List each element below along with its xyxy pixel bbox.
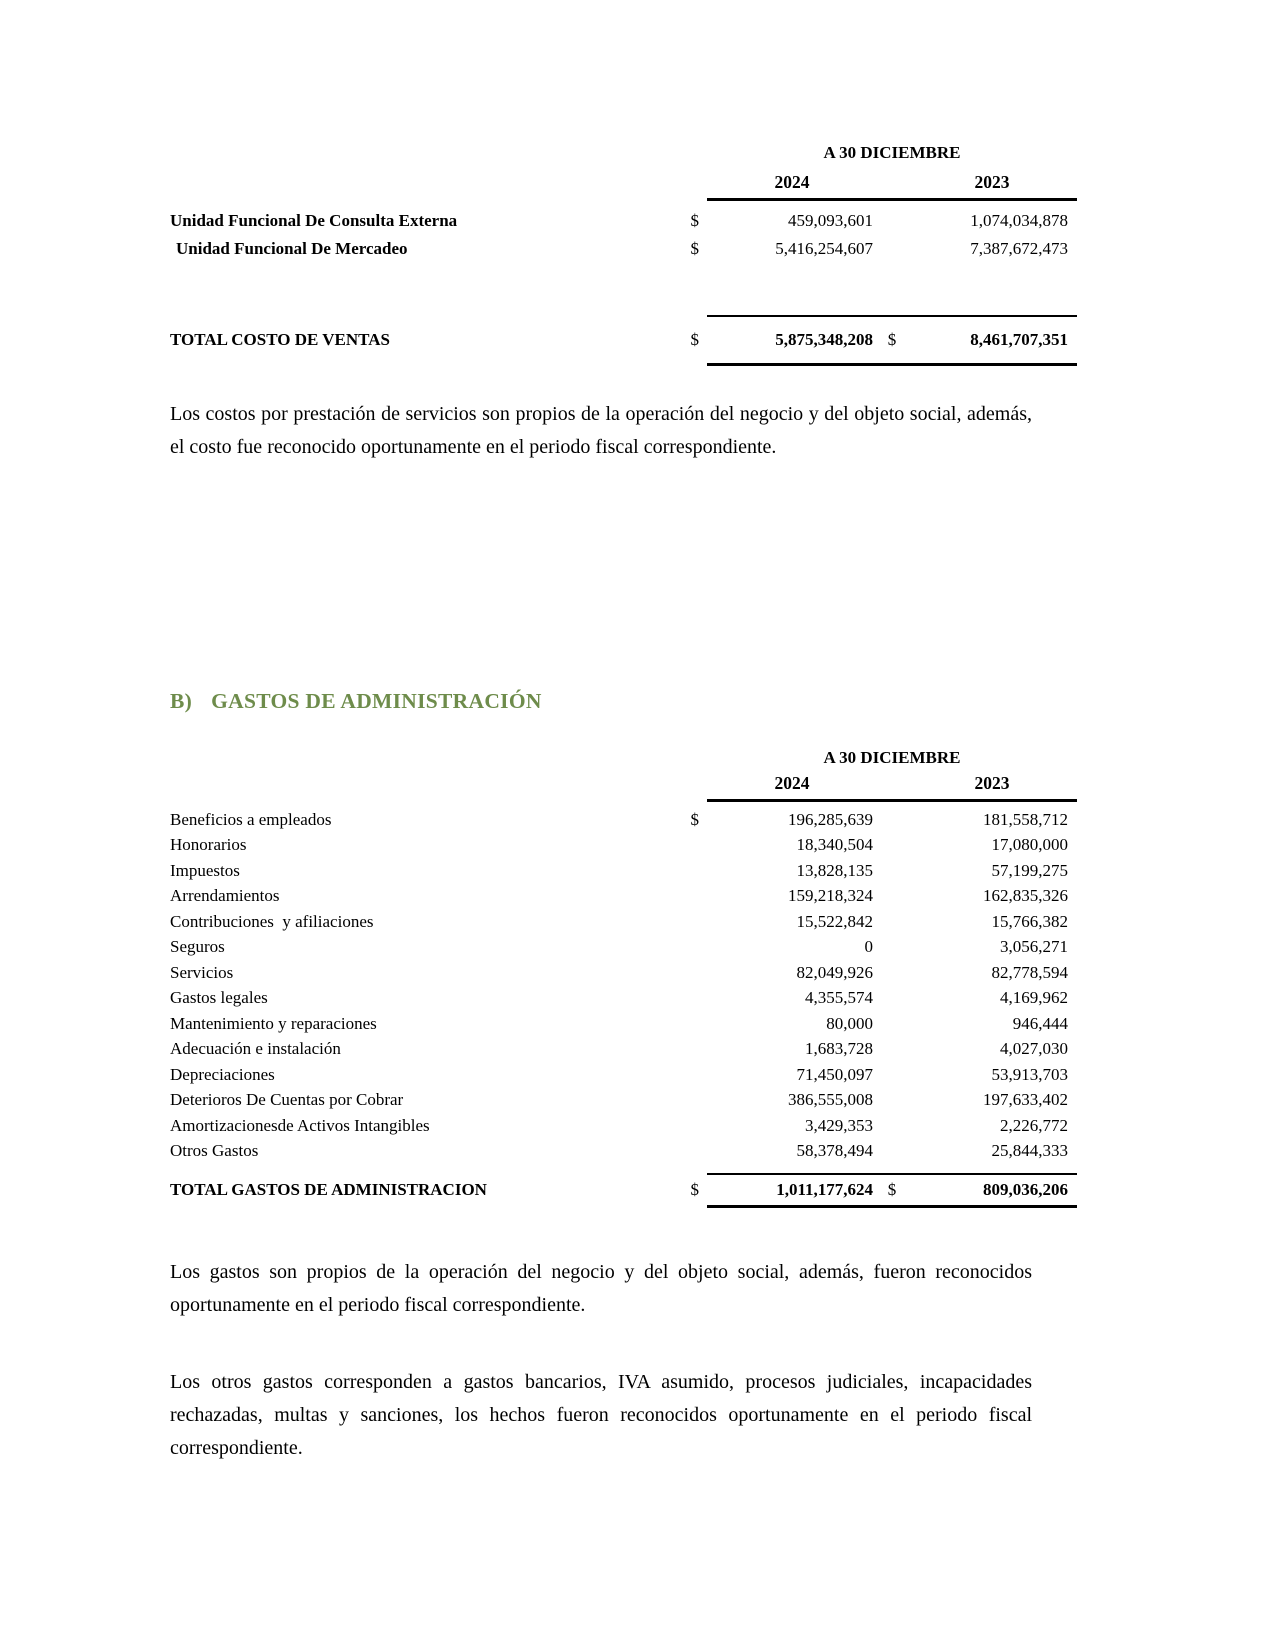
table-body [170, 201, 1077, 263]
row-value-2023: 25,844,333 [991, 1141, 1068, 1161]
row-label: Contribuciones y afiliaciones [170, 911, 374, 931]
row-value-2023: 2,226,772 [1000, 1115, 1068, 1135]
total-bottom-rule [170, 1205, 1077, 1208]
row-value-2024: 71,450,097 [796, 1064, 873, 1084]
costs-note-paragraph: Los costos por prestación de servicios son propios de la operación del negocio y del objeto social, además, el costo fue reconocido oportunamente en el periodo fiscal correspondiente. [170, 403, 1032, 458]
horizontal-rule [707, 198, 1077, 201]
row-value-2023: 57,199,275 [991, 860, 1068, 880]
row-value-2024: 459,093,601 [788, 210, 873, 230]
total-value-2024: 5,875,348,208 [775, 329, 873, 349]
table-row [170, 935, 1077, 961]
period-header-row [170, 143, 1077, 167]
table-row [170, 884, 1077, 910]
row-label: Honorarios [170, 835, 247, 855]
table-row [170, 833, 1077, 859]
row-value-2023: 1,074,034,878 [970, 210, 1068, 230]
row-value-2023: 197,633,402 [983, 1090, 1068, 1110]
row-label: Mantenimiento y reparaciones [170, 1013, 377, 1033]
table-row [170, 1011, 1077, 1037]
row-value-2023: 82,778,594 [991, 962, 1068, 982]
table-body [170, 802, 1077, 1164]
row-value-2023: 3,056,271 [1000, 937, 1068, 957]
total-bottom-rule [170, 363, 1077, 366]
admin-expenses-table [170, 748, 1077, 1208]
spacer [170, 263, 1077, 315]
row-value-2024: 5,416,254,607 [775, 238, 873, 258]
year-2024-header: 2024 [774, 773, 810, 793]
row-value-2023: 946,444 [1012, 1013, 1068, 1033]
year-columns-row [170, 772, 1077, 799]
row-value-2023: 7,387,672,473 [970, 238, 1068, 258]
row-value-2023: 162,835,326 [983, 886, 1068, 906]
row-label: Servicios [170, 962, 234, 982]
row-label: Otros Gastos [170, 1141, 259, 1161]
total-label: TOTAL COSTO DE VENTAS [170, 329, 390, 349]
total-row [170, 1175, 1077, 1205]
table-row [170, 235, 1077, 263]
horizontal-rule [707, 363, 1077, 366]
row-value-2024: 13,828,135 [796, 860, 873, 880]
table-row [170, 807, 1077, 833]
horizontal-rule [707, 1173, 1077, 1175]
table-row [170, 1088, 1077, 1114]
year-columns-row [170, 167, 1077, 198]
row-value-2024: 15,522,842 [796, 911, 873, 931]
section-b-heading [170, 689, 542, 714]
currency-symbol: $ [690, 329, 699, 349]
year-2024-header: 2024 [774, 172, 810, 192]
row-value-2024: 58,378,494 [796, 1141, 873, 1161]
row-label: Gastos legales [170, 988, 268, 1008]
row-value-2023: 15,766,382 [991, 911, 1068, 931]
row-label: Beneficios a empleados [170, 809, 332, 829]
period-header: A 30 DICIEMBRE [823, 748, 961, 767]
spacer [170, 1164, 1077, 1173]
section-letter: B) [170, 689, 193, 713]
row-value-2024: 196,285,639 [788, 809, 873, 829]
total-value-2024: 1,011,177,624 [776, 1179, 873, 1199]
row-label: Depreciaciones [170, 1064, 275, 1084]
table-row [170, 1113, 1077, 1139]
row-value-2024: 18,340,504 [796, 835, 873, 855]
row-label: Amortizacionesde Activos Intangibles [170, 1115, 430, 1135]
table-row [170, 207, 1077, 235]
row-value-2024: 82,049,926 [796, 962, 873, 982]
row-label: Unidad Funcional De Mercadeo [176, 238, 408, 258]
section-title: GASTOS DE ADMINISTRACIÓN [211, 689, 542, 713]
currency-symbol: $ [887, 1179, 897, 1199]
total-label: TOTAL GASTOS DE ADMINISTRACION [170, 1179, 487, 1199]
currency-symbol: $ [887, 329, 897, 349]
table-row [170, 1062, 1077, 1088]
total-value-2023: 809,036,206 [983, 1179, 1068, 1199]
row-value-2024: 1,683,728 [805, 1039, 873, 1059]
period-header-row [170, 748, 1077, 772]
row-value-2024: 80,000 [826, 1013, 873, 1033]
row-label: Adecuación e instalación [170, 1039, 341, 1059]
row-label: Impuestos [170, 860, 240, 880]
currency-symbol: $ [690, 809, 699, 829]
currency-symbol: $ [690, 210, 699, 230]
period-header: A 30 DICIEMBRE [823, 143, 961, 162]
table-row [170, 1037, 1077, 1063]
table-row [170, 960, 1077, 986]
row-value-2023: 181,558,712 [983, 809, 1068, 829]
row-label: Deterioros De Cuentas por Cobrar [170, 1090, 404, 1110]
horizontal-rule [707, 1205, 1077, 1208]
row-label: Arrendamientos [170, 886, 280, 906]
horizontal-rule [707, 799, 1077, 802]
cost-of-sales-table [170, 143, 1077, 366]
expenses-note-paragraph: Los gastos son propios de la operación del negocio y del objeto social, además, fueron reconocidos oportunamente en el periodo fiscal correspondiente. [170, 1261, 1032, 1316]
row-value-2024: 4,355,574 [805, 988, 873, 1008]
row-value-2023: 17,080,000 [991, 835, 1068, 855]
row-value-2023: 53,913,703 [991, 1064, 1068, 1084]
row-value-2024: 386,555,008 [788, 1090, 873, 1110]
currency-symbol: $ [690, 1179, 699, 1199]
table-row [170, 909, 1077, 935]
row-label: Seguros [170, 937, 225, 957]
row-value-2024: 3,429,353 [805, 1115, 873, 1135]
row-value-2024: 0 [864, 937, 873, 957]
total-row [170, 317, 1077, 363]
total-value-2023: 8,461,707,351 [970, 329, 1068, 349]
year-2023-header: 2023 [974, 773, 1010, 793]
row-value-2023: 4,169,962 [1000, 988, 1068, 1008]
year-2023-header: 2023 [974, 172, 1010, 192]
table-row [170, 986, 1077, 1012]
other-expenses-note-paragraph: Los otros gastos corresponden a gastos bancarios, IVA asumido, procesos judiciales, incapacidades rechazadas, multas y sanciones, los hechos fueron reconocidos oportunamente en el periodo fiscal correspondiente. [170, 1371, 1032, 1459]
row-label: Unidad Funcional De Consulta Externa [170, 210, 458, 230]
table-row [170, 1139, 1077, 1165]
currency-symbol: $ [690, 238, 699, 258]
row-value-2023: 4,027,030 [1000, 1039, 1068, 1059]
horizontal-rule [707, 315, 1077, 317]
table-row [170, 858, 1077, 884]
row-value-2024: 159,218,324 [788, 886, 873, 906]
